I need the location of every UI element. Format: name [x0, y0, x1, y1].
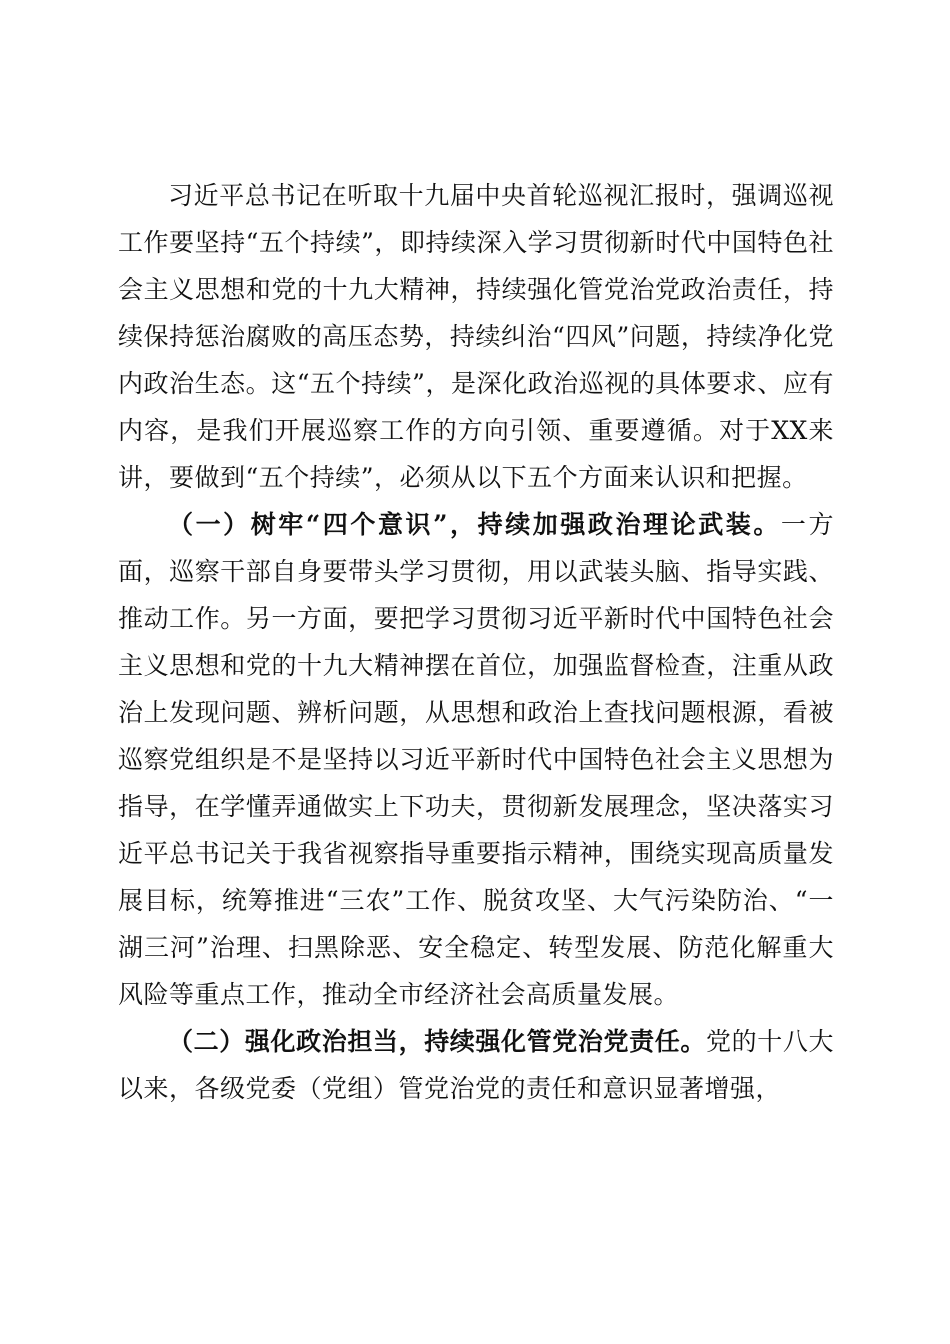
section-two-text: 党的十八大以来，各级党委（党组）管党治党的责任和意识显著增强， [118, 1027, 834, 1103]
paragraph-intro-text: 习近平总书记在听取十九届中央首轮巡视汇报时，强调巡视工作要坚持“五个持续”，即持续深入学习贯彻新时代中国特色社会主义思想和党的十九大精神，持续强化管党治党政治责任，持续保持惩治腐败的高压态势，持续纠治“四风”问题，持续净化党内政治生态。这“五个持续”，是深化政治巡视的具体要求、应有内容，是我们开展巡察工作的方向引领、重要遵循。对于XX来讲，要做到“五个持续”，必须从以下五个方面来认识和把握。 [118, 181, 834, 492]
paragraph-intro [118, 172, 834, 501]
paragraph-section-two [118, 1018, 834, 1112]
section-one-text: 一方面，巡察干部自身要带头学习贯彻，用以武装头脑、指导实践、推动工作。另一方面，要把学习贯彻习近平新时代中国特色社会主义思想和党的十九大精神摆在首位，加强监督检查，注重从政治上发现问题、辨析问题，从思想和政治上查找问题根源，看被巡察党组织是不是坚持以习近平新时代中国特色社会主义思想为指导，在学懂弄通做实上下功夫，贯彻新发展理念，坚决落实习近平总书记关于我省视察指导重要指示精神，围绕实现高质量发展目标，统筹推进“三农”工作、脱贫攻坚、大气污染防治、“一湖三河”治理、扫黑除恶、安全稳定、转型发展、防范化解重大风险等重点工作，推动全市经济社会高质量发展。 [118, 510, 834, 1009]
section-one-heading: （一）树牢“四个意识”，持续加强政治理论武装。 [168, 510, 781, 539]
document-body [118, 172, 834, 1112]
section-two-heading: （二）强化政治担当，持续强化管党治党责任。 [168, 1027, 706, 1056]
paragraph-section-one [118, 501, 834, 1018]
